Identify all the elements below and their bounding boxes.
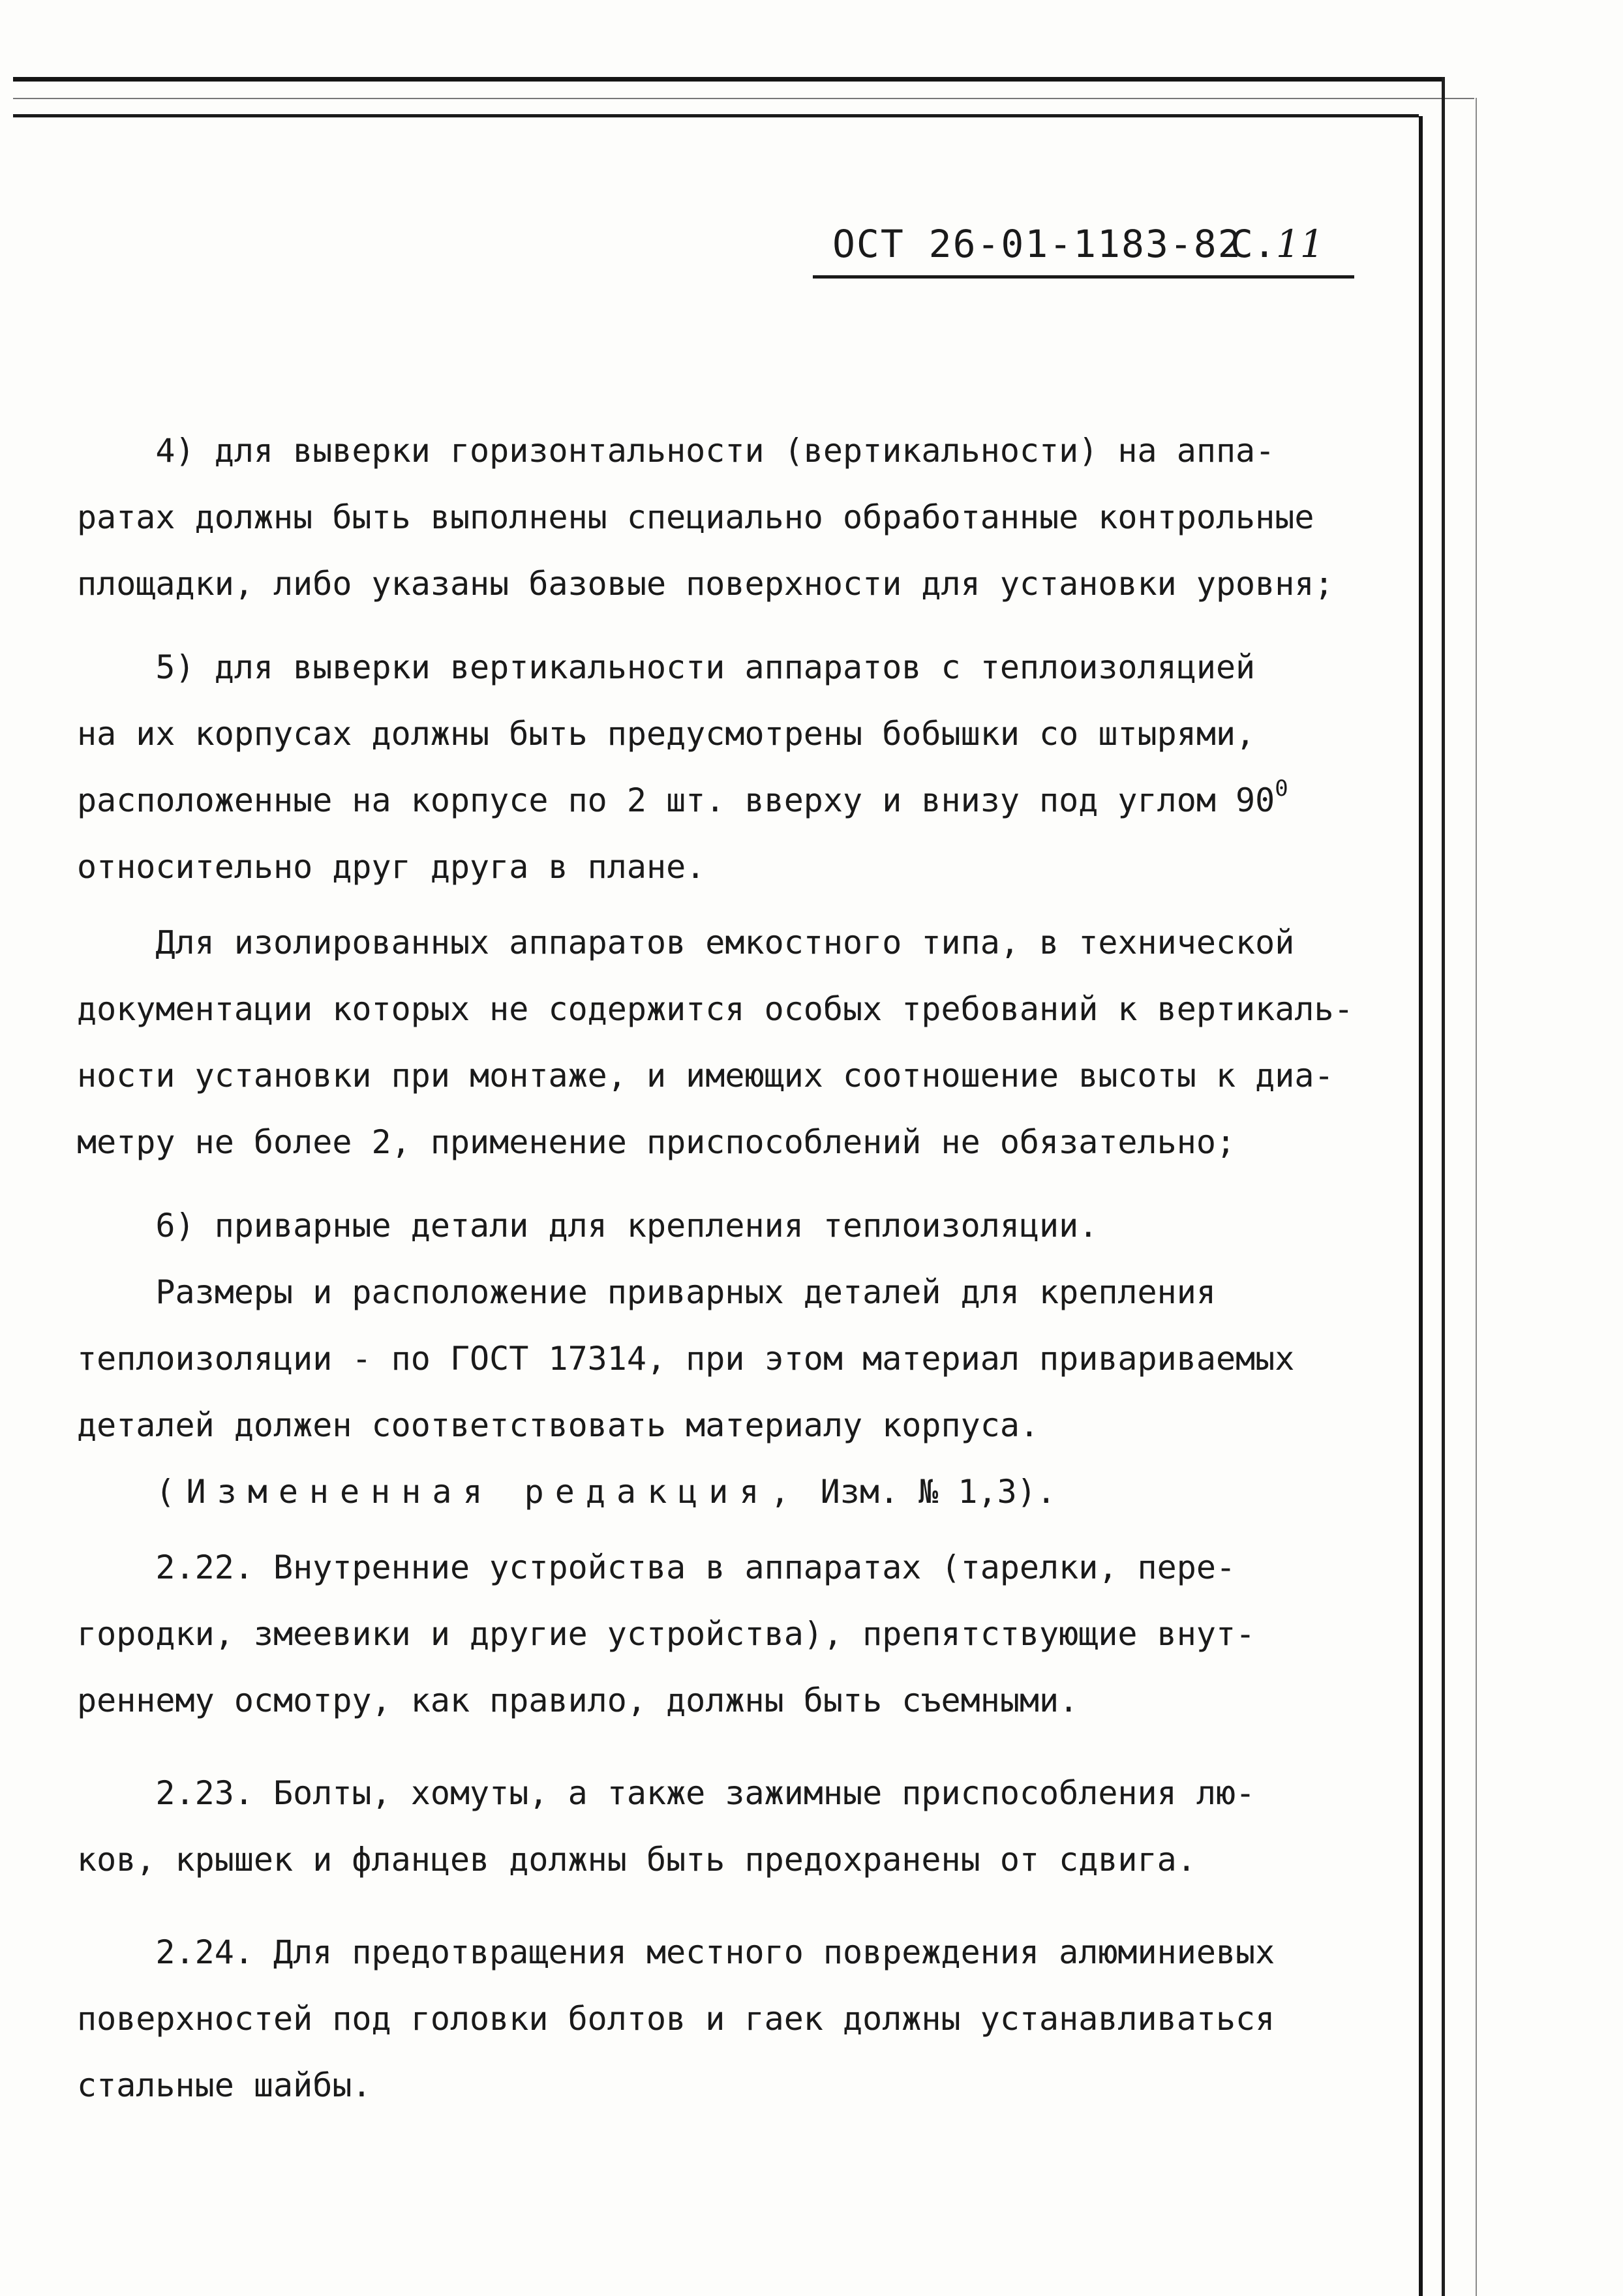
frame-top-thin-border (13, 98, 1474, 99)
frame-right-border (1419, 116, 1423, 2296)
item-5-line-3-text: расположенные на корпусе по 2 шт. вверху и внизу под углом 90 (77, 781, 1275, 819)
item-5-line-3 (77, 767, 1408, 834)
section-2-22-line-2: городки, змеевики и другие устройства), препятствующие внут- (77, 1615, 1256, 1653)
page-prefix: С. (1230, 222, 1276, 266)
revision-spaced-text: (Измененная редакция, (155, 1473, 801, 1511)
section-2-24-line-2: поверхностей под головки болтов и гаек должны устанавливаться (77, 2000, 1275, 2038)
header-underline (813, 275, 1354, 279)
isolated-paragraph-line-3: ности установки при монтаже, и имеющих соотношение высоты к диа- (77, 1057, 1334, 1095)
section-2-23-line-1: 2.23. Болты, хомуты, а также зажимные приспособления лю- (77, 1774, 1256, 1812)
item-5-line-2: на их корпусах должны быть предусмотрены бобышки со штырями, (77, 715, 1256, 753)
sizes-paragraph-line-3: деталей должен соответствовать материалу корпуса. (77, 1406, 1040, 1444)
frame-right-outer-border (1442, 77, 1445, 2296)
page-header (813, 222, 1354, 280)
sizes-paragraph-line-1: Размеры и расположение приварных деталей для крепления (77, 1273, 1216, 1311)
item-4-line-3: площадки, либо указаны базовые поверхности для установки уровня; (77, 565, 1334, 603)
section-2-22-line-1: 2.22. Внутренние устройства в аппаратах (тарелки, пере- (77, 1548, 1236, 1586)
sizes-paragraph-line-2: теплоизоляции - по ГОСТ 17314, при этом материал привариваемых (77, 1340, 1295, 1378)
degree-superscript: 0 (1275, 776, 1288, 802)
body-text (77, 417, 1408, 2119)
section-2-23-line-2: ков, крышек и фланцев должны быть предохранены от сдвига. (77, 1841, 1196, 1879)
page-number-label (1230, 222, 1324, 266)
item-4-line-2: ратах должны быть выполнены специально обработанные контрольные (77, 498, 1314, 536)
section-2-24-line-3: стальные шайбы. (77, 2066, 372, 2104)
page-number: 11 (1275, 222, 1324, 266)
frame-top-border (13, 77, 1445, 82)
isolated-paragraph-line-1: Для изолированных аппаратов емкостного типа, в технической (77, 924, 1295, 961)
section-2-24-line-1: 2.24. Для предотвращения местного повреждения алюминиевых (77, 1933, 1275, 1971)
isolated-paragraph-line-2: документации которых не содержится особых требований к вертикаль- (77, 990, 1354, 1028)
item-4-line-1: 4) для выверки горизонтальности (вертикальности) на аппа- (77, 432, 1275, 470)
item-5-line-1: 5) для выверки вертикальности аппаратов с теплоизоляцией (77, 648, 1256, 686)
frame-top-inner-border (13, 114, 1419, 117)
frame-right-far-border (1476, 98, 1477, 2296)
item-5-line-4: относительно друг друга в плане. (77, 848, 706, 886)
item-6-line-1: 6) приварные детали для крепления теплоизоляции. (77, 1207, 1099, 1245)
isolated-paragraph-line-4: метру не более 2, применение приспособлений не обязательно; (77, 1123, 1236, 1161)
revision-indent (77, 1473, 155, 1511)
section-2-22-line-3: реннему осмотру, как правило, должны быть съемными. (77, 1682, 1079, 1719)
revision-amendment: Изм. № 1,3). (800, 1473, 1056, 1511)
document-code: ОСТ 26-01-1183-82 (832, 222, 1242, 266)
revision-note (77, 1458, 1408, 1525)
